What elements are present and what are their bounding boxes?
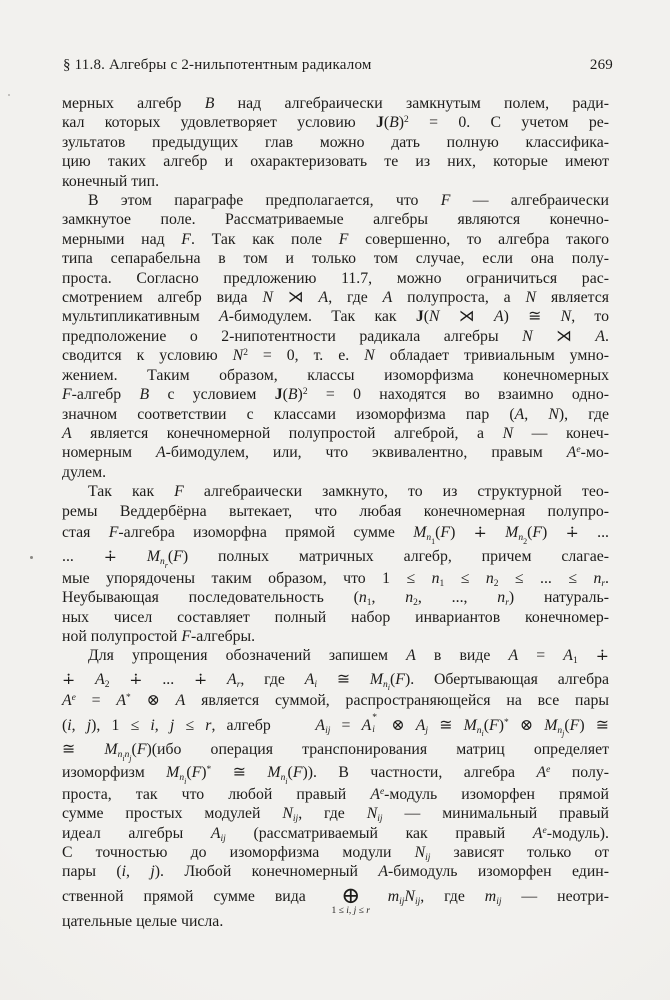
text-line: стая F-алгебра изоморфна прямой сумме $M_{n_1}(F)$ ∔ $M_{n_2}(F)$ ∔ ...	[62, 523, 609, 546]
text-line: пары (i, j). Любой конечномерный A-бимодуль изоморфен един-	[62, 863, 609, 881]
page-header	[63, 57, 613, 74]
text-line: номерным A-бимодулем, или, что эквивалентно, правым $A^e-мо-$	[62, 444, 609, 462]
text-line: мые упорядочены таким образом, что $1 \le n_1 \le n_2$ ≤ ... ≤ $n_r$.	[62, 569, 609, 589]
text-line: идеал алгебры $A_{ij}$ (рассматриваемый как правый $A^e-модуль$).	[62, 824, 609, 844]
stacked-script: * i	[372, 712, 377, 735]
text-line: цию таких алгебр и охарактеризовать те из них, которые имеют	[62, 153, 609, 171]
text-line: F-алгебр B с условием $J(B)^2 = 0$ находятся во взаимно одно-	[62, 386, 609, 404]
page-number: 269	[589, 57, 613, 73]
text-block	[62, 94, 609, 932]
text-line: смотрением алгебр вида N ⋊ A, где A полупроста, а N является	[62, 289, 610, 307]
text-line: цательные целые числа.	[62, 913, 224, 931]
text-line: С точностью до изоморфизма модули $N_{ij}$ зависят только от	[62, 844, 609, 864]
text-line: проста. Согласно предложению 11.7, можно ограничиться рас-	[62, 269, 609, 287]
operator-limits: 1 ≤ i, j ≤ r	[331, 905, 370, 916]
text-line: ремы Веддербёрна вытекает, что любая конечномерная полупро-	[62, 502, 609, 520]
text-line: ных чисел составляет полный набор инвариантов конечномер-	[62, 608, 609, 626]
text-line: Так как F алгебраически замкнуто, то из структурной тео-	[88, 483, 609, 501]
text-line: ственной прямой сумме вида ⊕ 1 ≤ i, j ≤ r $m_{ij}N_{ij}$, где $m_{ij}$ — неотри-	[62, 882, 609, 916]
scan-speck	[30, 556, 33, 559]
text-line: замкнутое поле. Рассматриваемые алгебры являются конечно-	[62, 211, 609, 229]
text-line: мультипликативным A-бимодулем. Так как J(N ⋊ A) ≅ N, то	[62, 308, 610, 326]
text-line: зультатов предыдущих глав можно дать полную классифика-	[62, 133, 609, 151]
text-line: жением. Таким образом, классы изоморфизма конечномерных	[62, 366, 609, 384]
running-head: § 11.8. Алгебры с 2-нильпотентным радикалом	[63, 57, 372, 73]
text-line: Неубывающая последовательность ($n_1$, $n_2$, ..., $n_r$) натураль-	[62, 589, 609, 609]
text-line: значном соответствии с классами изоморфизма пар (A, N), где	[62, 405, 610, 423]
text-line: ∔ $A_2$ ∔ ... ∔ $A_r$, где $A_i$ ≅ $M_{n_i}(F)$. Обертывающая алгебра	[62, 670, 610, 693]
text-line: кал которых удовлетворяет условию $J(B)^2 = 0$. С учетом ре-	[62, 114, 609, 132]
direct-sum-operator: ⊕	[341, 882, 361, 908]
text-line: ... ∔ $M_{n_r}(F)$ полных матричных алгебр, причем слагае-	[62, 548, 609, 570]
text-line: типа сепарабельна в том и только том случае, если она полу-	[62, 250, 609, 268]
text-line: проста, так что любой правый $A^e$-модуль изоморфен прямой	[62, 785, 609, 803]
text-line: (i, j), 1 ≤ i, j ≤ r, алгебр $A_{ij} = A$ * i ⊗ $A_j$ ≅ $M_{n_i}(F)^*$ ⊗ $M_{n_j}(F)$ ≅	[62, 712, 609, 739]
text-line: предположение о 2-нипотентности радикала алгебры N ⋊ A.	[62, 327, 609, 345]
text-line: $A^e = A^*$ ⊗ A является суммой, распространяющейся на все пары	[62, 692, 610, 710]
text-line: изоморфизм $M_{n_i}(F)^*$ ≅ $M_{n_i}(F)$). В частности, алгебра $A^e$ полу-	[62, 764, 609, 787]
text-line: сводится к условию $N^2 = 0$, т. е. N обладает тривиальным умно-	[62, 347, 609, 365]
text-line: конечный тип.	[62, 172, 160, 190]
text-line: A является конечномерной полупростой алгеброй, а N — конеч-	[62, 424, 609, 442]
text-line: ной полупростой F-алгебры.	[62, 627, 256, 645]
text-line: мерных алгебр B над алгебраически замкнутым полем, ради-	[62, 95, 609, 112]
big-operator	[331, 882, 370, 916]
text-line: дулем.	[62, 463, 107, 481]
text-line: В этом параграфе предполагается, что F — алгебраически	[88, 192, 609, 210]
scan-speck	[8, 94, 10, 96]
text-line: сумме простых модулей $N_{ij}$, где $N_{ij}$ — минимальный правый	[62, 805, 610, 825]
text-line: Для упрощения обозначений запишем A в виде $A = A_1$ ∔	[88, 647, 610, 667]
text-line: мерными над F. Так как поле F совершенно, то алгебра такого	[62, 230, 609, 248]
text-line: ≅ $M_{n_in_j}(F)(ибо$ операция транспонирования матриц определяет	[62, 741, 609, 763]
